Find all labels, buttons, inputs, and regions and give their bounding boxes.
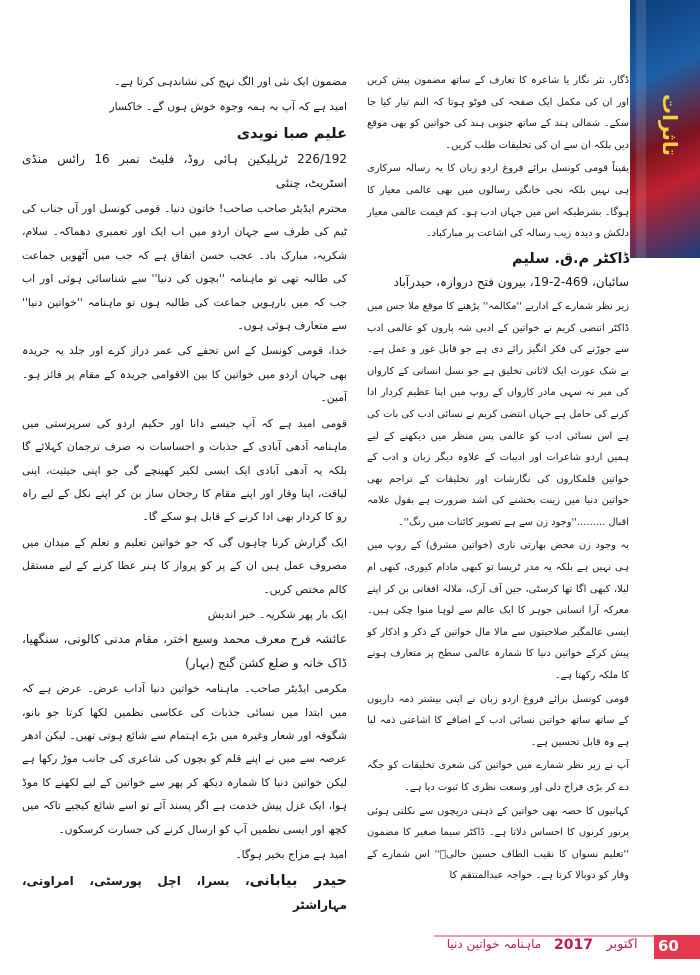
paragraph: امید ہے کہ آپ بہ ہمہ وجوہ خوش ہوں گے۔ خاکسار (109, 100, 347, 114)
signature-address: سائبان، 469-2-19، بیرون فتح دروازہ، حیدرآباد (393, 275, 629, 290)
page-footer (434, 935, 700, 959)
section-tab-stripe (636, 0, 646, 258)
page-number: 60 (658, 937, 679, 955)
paragraph: قومی امید ہے کہ آپ جیسے دانا اور حکیم اردو کی سرپرستی میں ماہنامہ آدھی آبادی کے جذبات و احساسات نہ صرف ترجمان کہلائے گا بلکہ یہ آدھی آبادی ایک ایسی لکیر کھینچے گی جو اپنی حیثیت، اپنی لیاقت، اپنا وقار اور اپنے مقام کا رجحان ساز بن کر اپنے نکل کے لیے راہ رو کا کردار بھی ادا کرنے کے قابل ہو سکے گا۔ (22, 416, 347, 524)
paragraph: زیر نظر شمارے کے اداریے ''مکالمہ'' پڑھنے کا موقع ملا جس میں ڈاکٹر انتضی کریم نے خواتین کے ادبی شہ پاروں کو عالمی ادب سے جوڑنے کی فکر انگیز رائے دی ہے جو قابل غور و عمل ہے۔ بے شک عورت ایک لاثانی تخلیق ہے جو نسل انسانی کے کارواں کی میر نہ سہی مادر کارواں کے روپ میں اپنا عظیم کردار ادا کرنے کی حامل ہے جہاں انتضی کریم نے نسائی ادب کی بات کی ہے اس نسائی ادب کو عالمی پس منظر میں دیکھنے کے لیے ہمیں اردو شاعرات اور ادیبات کے علاوہ دیگر زبان و ادب کے خواتین قلمکاروں کی نگارشات اور تخلیقات کے تراجم بھی خواتین دنیا میں زینت بخشنے کی اشد ضرورت ہے بقول علامہ اقبال .........''وجود زن سے ہے تصویر کائنات میں رنگ''۔ (367, 300, 629, 528)
paragraph: کہانیوں کا حصہ بھی خواتین کے ذہنی دریچوں سے نکلتی ہوئی پرنور کرنوں کا احساس دلاتا ہے۔ ڈاکٹر سیما صغیر کا مضمون ''تعلیم نسواں کا نقیب الطاف حسین حالیؔ'' اس شمارے کے وقار کو دوبالا کرتا ہے۔ خواجہ عبدالمنتقم کا (367, 805, 629, 882)
section-tab (630, 0, 700, 258)
paragraph: محترم ایڈیٹر صاحب صاحب! خاتون دنیا۔ قومی کونسل اور آں جناب کی ٹیم کی طرف سے جہان اردو میں اب ایک اور تعمیری دھماکہ۔ سلام، شکریہ، مبارک باد۔ عجب حسن اتفاق ہے کہ جب میں آٹھویں جماعت کی طالبہ تھی تو ماہنامہ ''بچوں کی دنیا'' سے شناسائی ہوئی اور اب جب کہ میں بارہویں جماعت کی طالبہ ہوں تو ماہنامہ ''خواتین دنیا'' سے متعارف ہوئی ہوں۔ (22, 202, 347, 333)
signature-name-text: حیدر بیابانی (249, 873, 348, 890)
paragraph: آپ نے زیر نظر شمارے میں خواتین کی شعری تخلیقات کو جگہ دے کر بڑی فراخ دلی اور وسعت نظری کا ثبوت دیا ہے۔ (367, 760, 629, 793)
footer-magazine-name: ماہنامہ خواتین دنیا (446, 937, 542, 951)
paragraph: یہ وجود زن محض بھارتی ناری (خواتین مشرق) کے روپ میں ہی نہیں ہے بلکہ یہ مدر ٹریسا تو کبھی مادام کیوری، کبھی ام لیلا، کبھی اگا تھا کرسٹی، جین آف آرک، ملالہ افغانی بن کر اپنے معرکہ آرا انسانی جوہر کا ایک عالم سے لوہا منوا چکی ہیں۔ ایسی عالمگیر صلاحیتوں سے مالا مال خواتین کے ذکر و اذکار کو پیش کرکے خواتین دنیا کا شمارہ عالمی سطح پر متعارف ہونے کا ملکہ رکھتا ہے۔ (367, 540, 629, 682)
signature-name: علیم صبا نویدی (236, 125, 347, 142)
paragraph: ایک گزارش کرنا چاہوں گی کہ جو خواتین تعلیم و تعلم کے میدان میں مصروف عمل ہیں ان کے پر کو پرواز کا ہنر عطا کرنے کے لیے مستقل کالم مختص کریں۔ (22, 535, 347, 596)
right-column (367, 70, 629, 889)
paragraph: مضمون ایک نئی اور الگ نہج کی نشاندہی کرتا ہے۔ (114, 75, 347, 88)
paragraph: ڈگار، نثر نگار یا شاعرہ کا تعارف کے ساتھ مضمون پیش کریں اور ان کی مکمل ایک صفحہ کی فوٹو ہوتا کہ البم تیار کیا جا سکے۔ شمالی ہند کے ساتھ جنوبی ہند کی خواتین کو بھی موقع دیں بلکہ ان سے ان کی تخلیقات طلب کریں۔ (367, 75, 629, 151)
paragraph: ایک بار پھر شکریہ۔ خیر اندیش (207, 607, 347, 621)
signature-name (22, 870, 347, 917)
footer-year: 2017 (554, 937, 593, 953)
paragraph: قومی کونسل برائے فروغ اردو زبان نے اپنی بیشتر ذمہ داریوں کے ساتھ ساتھ خواتین نسائی ادب کے اضافے کا اشاعتی ذمہ لیا ہے وہ قابل تحسین ہے۔ (367, 693, 629, 748)
paragraph: مکرمی ایڈیٹر صاحب۔ ماہنامہ خواتین دنیا آداب عرض۔ عرض ہے کہ میں ابتدا میں نسائی جذبات کی عکاسی نظمیں لکھا کرتا جو بانو، شگوفہ اور شعار وغیرہ میں بڑے اہتمام سے شائع ہوتی تھیں۔ لیکن ادھر عرصہ سے میں نے اپنے قلم کو بچوں کی شاعری کی جانب موڑ رکھا ہے لیکن خواتین دنیا کا شمارہ دیکھ کر پھر سے خواتین کے لیے لکھنے کا موڈ ہوا، ایک غزل پیش خدمت ہے اگر پسند آئے تو اسے شائع کیجیے تاکہ میں کچھ اور ایسی نظمیں آپ کو ارسال کرنے کی جسارت کرسکوں۔ (22, 682, 347, 836)
signature-name: ڈاکٹر م.ق. سلیم (512, 250, 629, 267)
section-tab-label: تاثرات (658, 94, 682, 156)
paragraph: یقیناً قومی کونسل برائے فروغ اردو زبان کا یہ رسالہ سرکاری ہی نہیں بلکہ نجی خانگی رسالوں میں بھی عالمی معیار کا ہوگا۔ بشرطیکہ اس میں جہاں ادب ہو۔ کم قیمت عالمی معیار دلکش و دیدہ زیب رسالہ کی اشاعت پر مبارکباد۔ (367, 163, 629, 240)
footer-month: اکتوبر (606, 937, 638, 952)
paragraph: خدا، قومی کونسل کے اس تحفے کی عمر دراز کرے اور جلد یہ جریدہ بھی جہان اردو میں خواتین کا بین الاقوامی جریدہ کے مقام پر فائز ہو۔ آمین۔ (22, 344, 347, 405)
signature-address: 226/192 ٹرپلیکین ہائی روڈ، فلیٹ نمبر 16 رائس منڈی اسٹریٹ، چنئی (22, 152, 347, 190)
signature-address: ، بسرا، اچل پورسٹی، امراوتی، مہاراشٹر (22, 874, 347, 912)
paragraph: امید ہے مزاج بخیر ہوگا۔ (235, 848, 347, 861)
left-column (22, 70, 347, 919)
signature-name: عائشہ فرح معرف محمد وسیع اختر، مقام مدنی کالونی، سنگھیا، ڈاک خانہ و ضلع کشن گنج (بہار) (22, 632, 347, 670)
